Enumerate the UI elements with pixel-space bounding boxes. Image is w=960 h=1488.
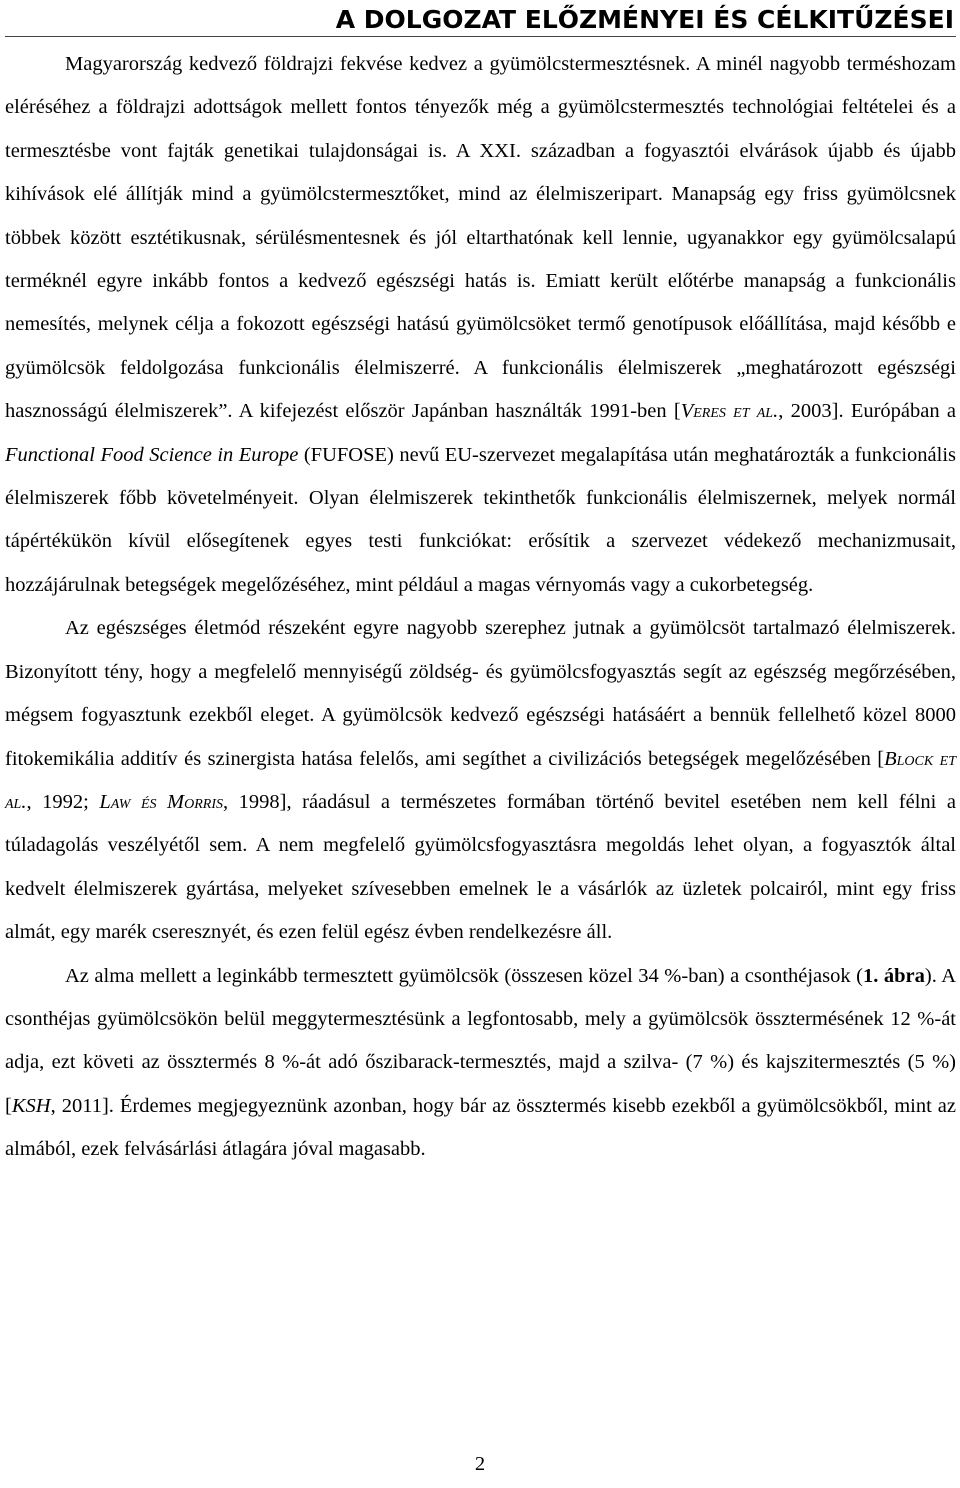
paragraph-3 [5,955,956,1172]
text-run: , 1998], ráadásul a természetes formában történő bevitel esetében nem kell félni a túladagolás veszélyétől sem. A nem megfelelő gyümölcsfogyasztásra megoldás lehet olyan, a fogyasztók által kedvelt élelmiszerek gyártása, melyeket szívesebben emelnek le a vásárlók az üzletek polcairól, mint egy friss almát, egy marék cseresznyét, és ezen felül egész évben rendelkezésre áll. [5,790,956,944]
section-heading: A DOLGOZAT ELŐZMÉNYEI ÉS CÉLKITŰZÉSEI [5,0,956,37]
citation: Block et al. [5,747,956,813]
paragraph-1 [5,43,956,607]
text-run: , 2003]. Európában a [778,400,956,423]
text-run: Az alma mellett a leginkább termesztett gyümölcsök (összesen közel 34 %-ban) a csonthéjasok ( [65,964,863,987]
citation: Law és Morris [99,790,223,813]
text-run: Az egészséges életmód részeként egyre nagyobb szerephez jutnak a gyümölcsöt tartalmazó élelmiszerek. Bizonyított tény, hogy a megfelelő mennyiségű zöldség- és gyümölcsfogyasztás segít az egészség megőrzésében, mégsem fogyasztunk ezekből eleget. A gyümölcsök kedvező egészségi hatásáért a bennük fellelhető közel 8000 fitokemikália additív és szinergista hatása felelős, ami segíthet a civilizációs betegségek megelőzésében [ [5,617,956,770]
text-run: , 2011]. Érdemes megjegyeznünk azonban, hogy bár az össztermés kisebb ezekből a gyümölcsökből, mint az almából, ezek felvásárlási átlagára jóval magasabb. [5,1094,956,1161]
citation: Veres et al. [680,400,779,423]
text-run: (FUFOSE) nevű EU-szervezet megalapítása után meghatározták a funkcionális élelmiszerek főbb követelményeit. Olyan élelmiszerek tekinthetők funkcionális élelmiszernek, melyek normál tápértékükön kívül elősegítenek egyes testi funkciókat: erősítik a szervezet védekező mechanizmusait, hozzájárulnak betegségek megelőzéséhez, mint például a magas vérnyomás vagy a cukorbetegség. [5,443,956,596]
italic-term: Functional Food Science in Europe [5,443,299,466]
figure-reference[interactable]: 1. ábra [862,964,925,987]
text-run: ). A csonthéjas gyümölcsökön belül meggytermesztésünk a legfontosabb, mely a gyümölcsök össztermésének 12 %-át adja, ezt követi az össztermés 8 %-át adó őszibarack-termesztés, majd a szilva- (7 %) és kajszitermesztés (5 %) [ [5,964,957,1117]
text-run: , 1992; [26,790,100,813]
text-run: Magyarország kedvező földrajzi fekvése kedvez a gyümölcstermesztésnek. A minél nagyobb terméshozam eléréséhez a földrajzi adottságok mellett fontos tényezők még a gyümölcstermesztés technológiai feltételei és a termesztésbe vont fajták genetikai tulajdonságai is. A XXI. században a fogyasztói elvárások újabb és újabb kihívások elé állítják mind a gyümölcstermesztőket, mind az élelmiszeripart. Manapság egy friss gyümölcsnek többek között esztétikusnak, sérülésmentesnek és jól eltarthatónak kell lennie, ugyanakkor egy gyümölcsalapú terméknél egyre inkább fontos a kedvező egészségi hatás is. Emiatt került előtérbe manapság a funkcionális nemesítés, melynek célja a fokozott egészségi hatású gyümölcsöket termő genotípusok előállítása, majd később e gyümölcsök feldolgozása funkcionális élelmiszerré. A funkcionális élelmiszerek „meghatározott egészségi hasznosságú élelmiszerek”. A kifejezést először Japánban használták 1991-ben [ [5,53,956,423]
page-number: 2 [474,1453,486,1475]
paragraph-2 [5,607,956,954]
citation: KSH [11,1094,51,1117]
